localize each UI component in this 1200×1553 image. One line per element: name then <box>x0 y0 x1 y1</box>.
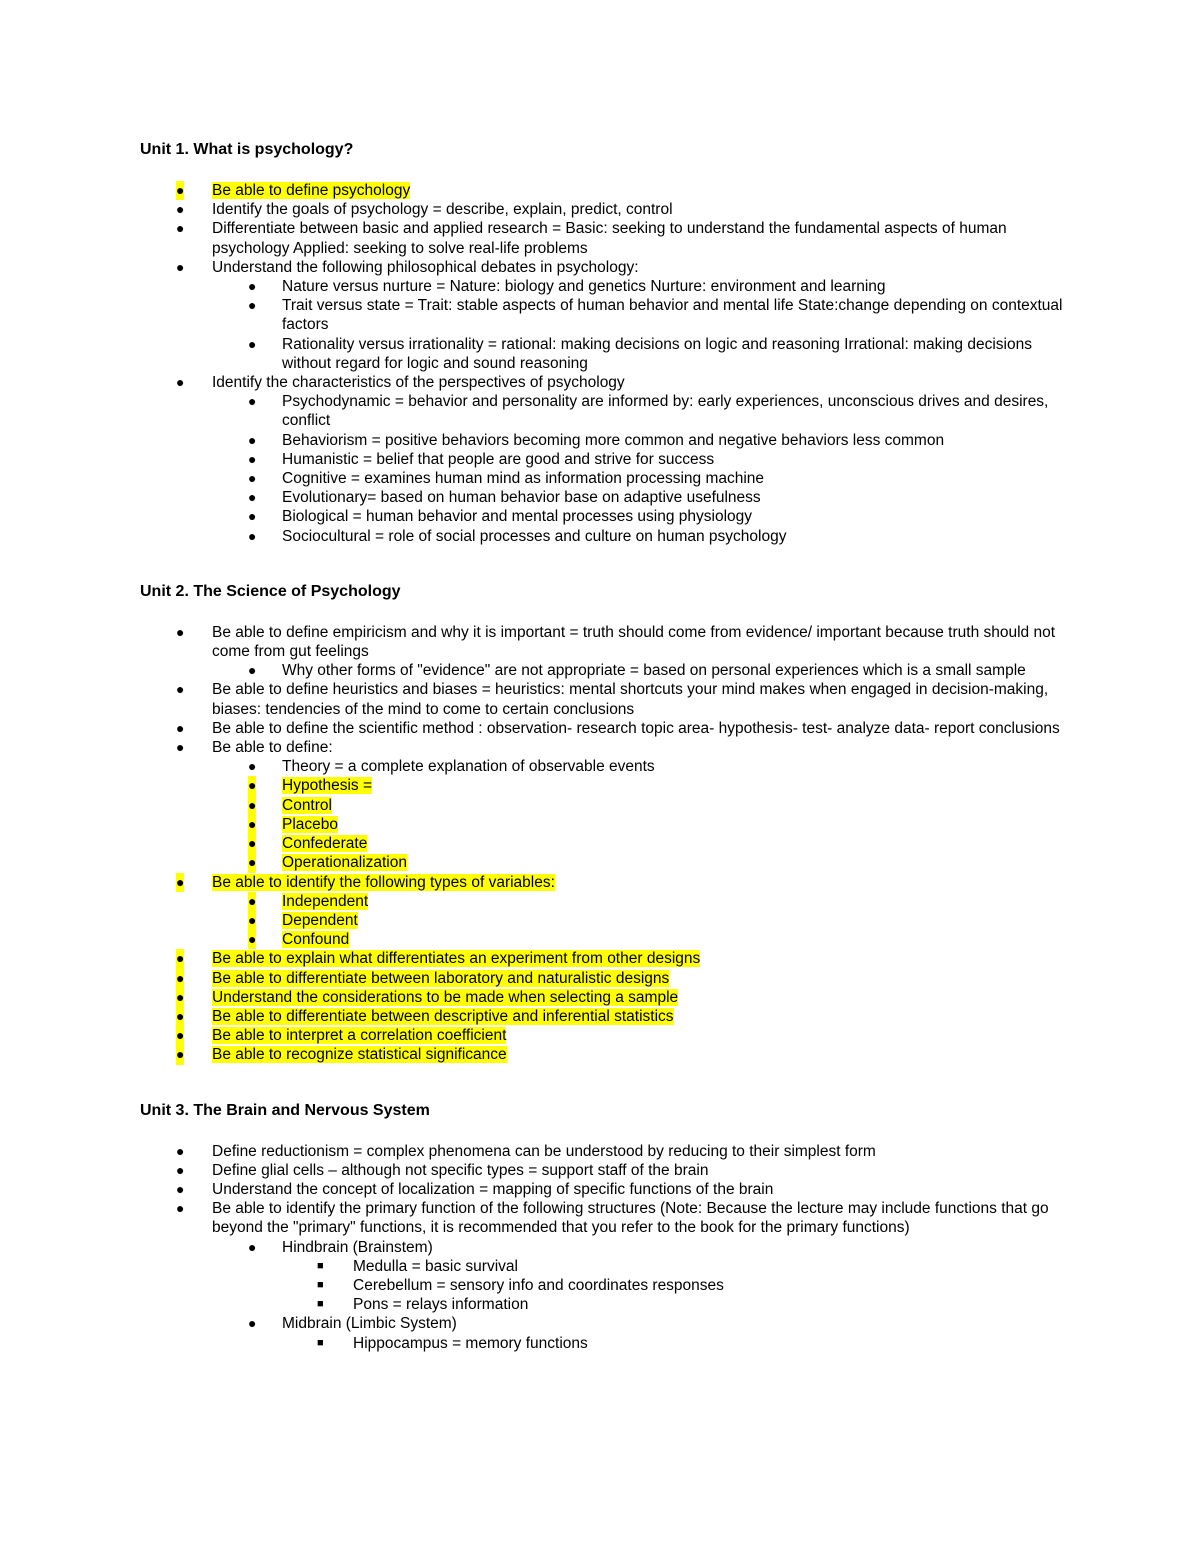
unit-2-title: Unit 2. The Science of Psychology <box>140 582 401 600</box>
list-item: ● Independent <box>248 892 369 910</box>
list-item: ● Define reductionism = complex phenomena can be understood by reducing to their simplest form <box>176 1142 876 1160</box>
square-bullet-icon: ■ <box>317 1298 324 1311</box>
bullet-icon: ● <box>176 1026 184 1045</box>
list-item: ● Identify the characteristics of the perspectives of psychology ● Psychodynamic = behavior and personality are informed by: early experiences, unconscious drives and desires, conflict ● Behaviorism = positive behaviors becoming more common and negative behaviors less common ● Humanistic = belief that people are good and strive for success ● Cognitive = examines human mind as information processing machine ● Evolutionary= based on human behavior base on adaptive usefulness ● Biological = human behavior and mental processes using physiology ● Sociocultural = role of social processes and culture on human psychology <box>140 373 1070 546</box>
bullet-icon: ● <box>176 1200 185 1217</box>
list-item: ● Trait versus state = Trait: stable aspects of human behavior and mental life State:change depending on contextual factors <box>248 297 1063 334</box>
sub-list <box>212 1238 1070 1353</box>
list-item: ● Be able to define heuristics and biases = heuristics: mental shortcuts your mind makes when engaged in decision-making, biases: tendencies of the mind to come to certain conclusions <box>176 681 1049 718</box>
bullet-icon: ● <box>248 853 256 872</box>
sub-list <box>212 661 1070 680</box>
bullet-icon: ● <box>176 201 185 218</box>
bullet-icon: ● <box>176 1007 184 1026</box>
unit-1-list <box>140 181 1070 546</box>
list-item: ● Biological = human behavior and mental processes using physiology <box>248 508 753 526</box>
list-item: ● Be able to identify the primary function of the following structures (Note: Because the lecture may include functions that go beyond the "primary" functions, it is recommended that you refer to the book for the primary functions) ● Hindbrain (Brainstem) ■ Medulla = basic survival ■ Cerebellum = sensory info and coordinates responses ■ Pons = relays information ● Midbrain (Limbic System) ■ Hippocampus = memory functions <box>140 1199 1070 1353</box>
bullet-icon: ● <box>176 623 185 640</box>
bullet-icon: ● <box>248 489 257 506</box>
list-item: ● Psychodynamic = behavior and personality are informed by: early experiences, unconscious drives and desires, conflict <box>248 393 1049 430</box>
list-item: ● Confederate <box>248 835 368 853</box>
bullet-icon: ● <box>176 681 185 698</box>
bullet-icon: ● <box>176 873 184 892</box>
list-item: ● Be able to define the scientific method : observation- research topic area- hypothesis- test- analyze data- report conclusions <box>176 719 1060 737</box>
list-item: ● Hypothesis = <box>248 777 373 795</box>
bullet-icon: ● <box>176 719 185 736</box>
list-item: ● Understand the following philosophical debates in psychology: ● Nature versus nurture = Nature: biology and genetics Nurture: environment and learning ● Trait versus state = Trait: stable aspects of human behavior and mental life State:change depending on contextual factors ● Rationality versus irrationality = rational: making decisions on logic and reasoning Irrational: making decisions without regard for logic and sound reasoning <box>140 258 1070 373</box>
bullet-icon: ● <box>248 393 257 410</box>
list-item: ● Dependent <box>248 911 358 929</box>
sub-sub-list <box>282 1334 1070 1353</box>
list-item: ● Control <box>248 796 332 814</box>
list-item: ● Why other forms of "evidence" are not appropriate = based on personal experiences which is a small sample <box>248 662 1026 680</box>
bullet-icon: ● <box>248 930 256 949</box>
list-item: ● Confound <box>248 931 350 949</box>
bullet-icon: ● <box>176 258 185 275</box>
bullet-icon: ● <box>248 1238 257 1255</box>
bullet-icon: ● <box>176 1142 185 1159</box>
list-item: ● Be able to differentiate between descriptive and inferential statistics <box>176 1007 674 1025</box>
unit-2-section <box>140 580 1070 1065</box>
bullet-icon: ● <box>248 527 257 544</box>
list-item: ● Be able to differentiate between laboratory and naturalistic designs <box>176 969 670 987</box>
bullet-icon: ● <box>248 796 256 815</box>
bullet-icon: ● <box>248 431 257 448</box>
list-item: ● Operationalization <box>248 854 407 872</box>
bullet-icon: ● <box>248 278 257 295</box>
list-item: ● Understand the considerations to be made when selecting a sample <box>176 988 679 1006</box>
bullet-icon: ● <box>248 508 257 525</box>
unit-3-title: Unit 3. The Brain and Nervous System <box>140 1101 430 1119</box>
list-item: ● Be able to define: ● Theory = a complete explanation of observable events ● Hypothesis = ● Control ● Placebo ● Confederate ● Operationalization <box>140 738 1070 872</box>
list-item: ● Cognitive = examines human mind as information processing machine <box>248 470 765 488</box>
list-item: ● Placebo <box>248 815 339 833</box>
bullet-icon: ● <box>248 758 257 775</box>
unit-1-title: Unit 1. What is psychology? <box>140 141 354 158</box>
list-item: ● Define glial cells – although not specific types = support staff of the brain <box>176 1161 709 1179</box>
bullet-icon: ● <box>176 1180 185 1197</box>
list-item: ● Be able to interpret a correlation coefficient <box>176 1027 507 1045</box>
list-item: ● Be able to define empiricism and why it is important = truth should come from evidence/ important because truth should not come from gut feelings ● Why other forms of "evidence" are not appropriate = based on personal experiences which is a small sample <box>140 623 1070 681</box>
sub-list <box>212 757 1070 872</box>
unit-3-list <box>140 1142 1070 1353</box>
bullet-icon: ● <box>248 1315 257 1332</box>
unit-1-section <box>140 138 1070 546</box>
list-item: ● Be able to identify the following types of variables: ● Independent ● Dependent ● Confound <box>140 873 1070 950</box>
list-item: ● Behaviorism = positive behaviors becoming more common and negative behaviors less common <box>248 431 945 449</box>
sub-list <box>212 892 1070 950</box>
bullet-icon: ● <box>176 220 185 237</box>
unit-3-section <box>140 1099 1070 1353</box>
list-item: ● Evolutionary= based on human behavior base on adaptive usefulness <box>248 489 761 507</box>
list-item: ● Differentiate between basic and applied research = Basic: seeking to understand the fundamental aspects of human psychology Applied: seeking to solve real-life problems <box>176 220 1007 257</box>
list-item: ■ Pons = relays information <box>317 1296 529 1314</box>
list-item: ■ Medulla = basic survival <box>317 1257 518 1275</box>
sub-sub-list <box>282 1257 1070 1315</box>
list-item: ● Theory = a complete explanation of observable events <box>248 758 655 776</box>
list-item: ● Be able to define psychology <box>176 182 411 199</box>
sub-list <box>212 392 1070 546</box>
bullet-icon: ● <box>248 662 257 679</box>
bullet-icon: ● <box>176 1161 185 1178</box>
bullet-icon: ● <box>248 450 257 467</box>
list-item: ● Humanistic = belief that people are good and strive for success <box>248 450 715 468</box>
bullet-icon: ● <box>176 949 184 968</box>
bullet-icon: ● <box>176 739 185 756</box>
square-bullet-icon: ■ <box>317 1259 324 1272</box>
bullet-icon: ● <box>248 297 257 314</box>
bullet-icon: ● <box>248 335 257 352</box>
bullet-icon: ● <box>248 892 256 911</box>
bullet-icon: ● <box>176 988 184 1007</box>
list-item: ● Identify the goals of psychology = describe, explain, predict, control <box>176 201 673 219</box>
bullet-icon: ● <box>176 969 184 988</box>
list-item: ■ Hippocampus = memory functions <box>317 1334 588 1352</box>
list-item: ● Rationality versus irrationality = rational: making decisions on logic and reasoning Irrational: making decisions without regard for logic and sound reasoning <box>248 335 1032 372</box>
bullet-icon: ● <box>176 181 184 200</box>
list-item: ● Hindbrain (Brainstem) ■ Medulla = basic survival ■ Cerebellum = sensory info and coordinates responses ■ Pons = relays information <box>140 1238 1070 1315</box>
bullet-icon: ● <box>248 911 256 930</box>
list-item: ● Midbrain (Limbic System) ■ Hippocampus = memory functions <box>140 1314 1070 1352</box>
bullet-icon: ● <box>248 776 256 795</box>
list-item: ● Understand the concept of localization = mapping of specific functions of the brain <box>176 1180 774 1198</box>
list-item: ● Nature versus nurture = Nature: biology and genetics Nurture: environment and learning <box>248 278 886 296</box>
bullet-icon: ● <box>248 470 257 487</box>
unit-2-list <box>140 623 1070 1065</box>
sub-list <box>212 277 1070 373</box>
bullet-icon: ● <box>248 834 256 853</box>
bullet-icon: ● <box>176 374 185 391</box>
document-body <box>140 138 1070 1353</box>
bullet-icon: ● <box>248 815 256 834</box>
list-item: ■ Cerebellum = sensory info and coordinates responses <box>317 1276 724 1294</box>
list-item: ● Sociocultural = role of social processes and culture on human psychology <box>248 527 787 545</box>
square-bullet-icon: ■ <box>317 1278 324 1291</box>
square-bullet-icon: ■ <box>317 1336 324 1349</box>
list-item: ● Be able to recognize statistical significance <box>176 1046 507 1064</box>
list-item: ● Be able to explain what differentiates an experiment from other designs <box>176 950 701 968</box>
bullet-icon: ● <box>176 1045 184 1064</box>
